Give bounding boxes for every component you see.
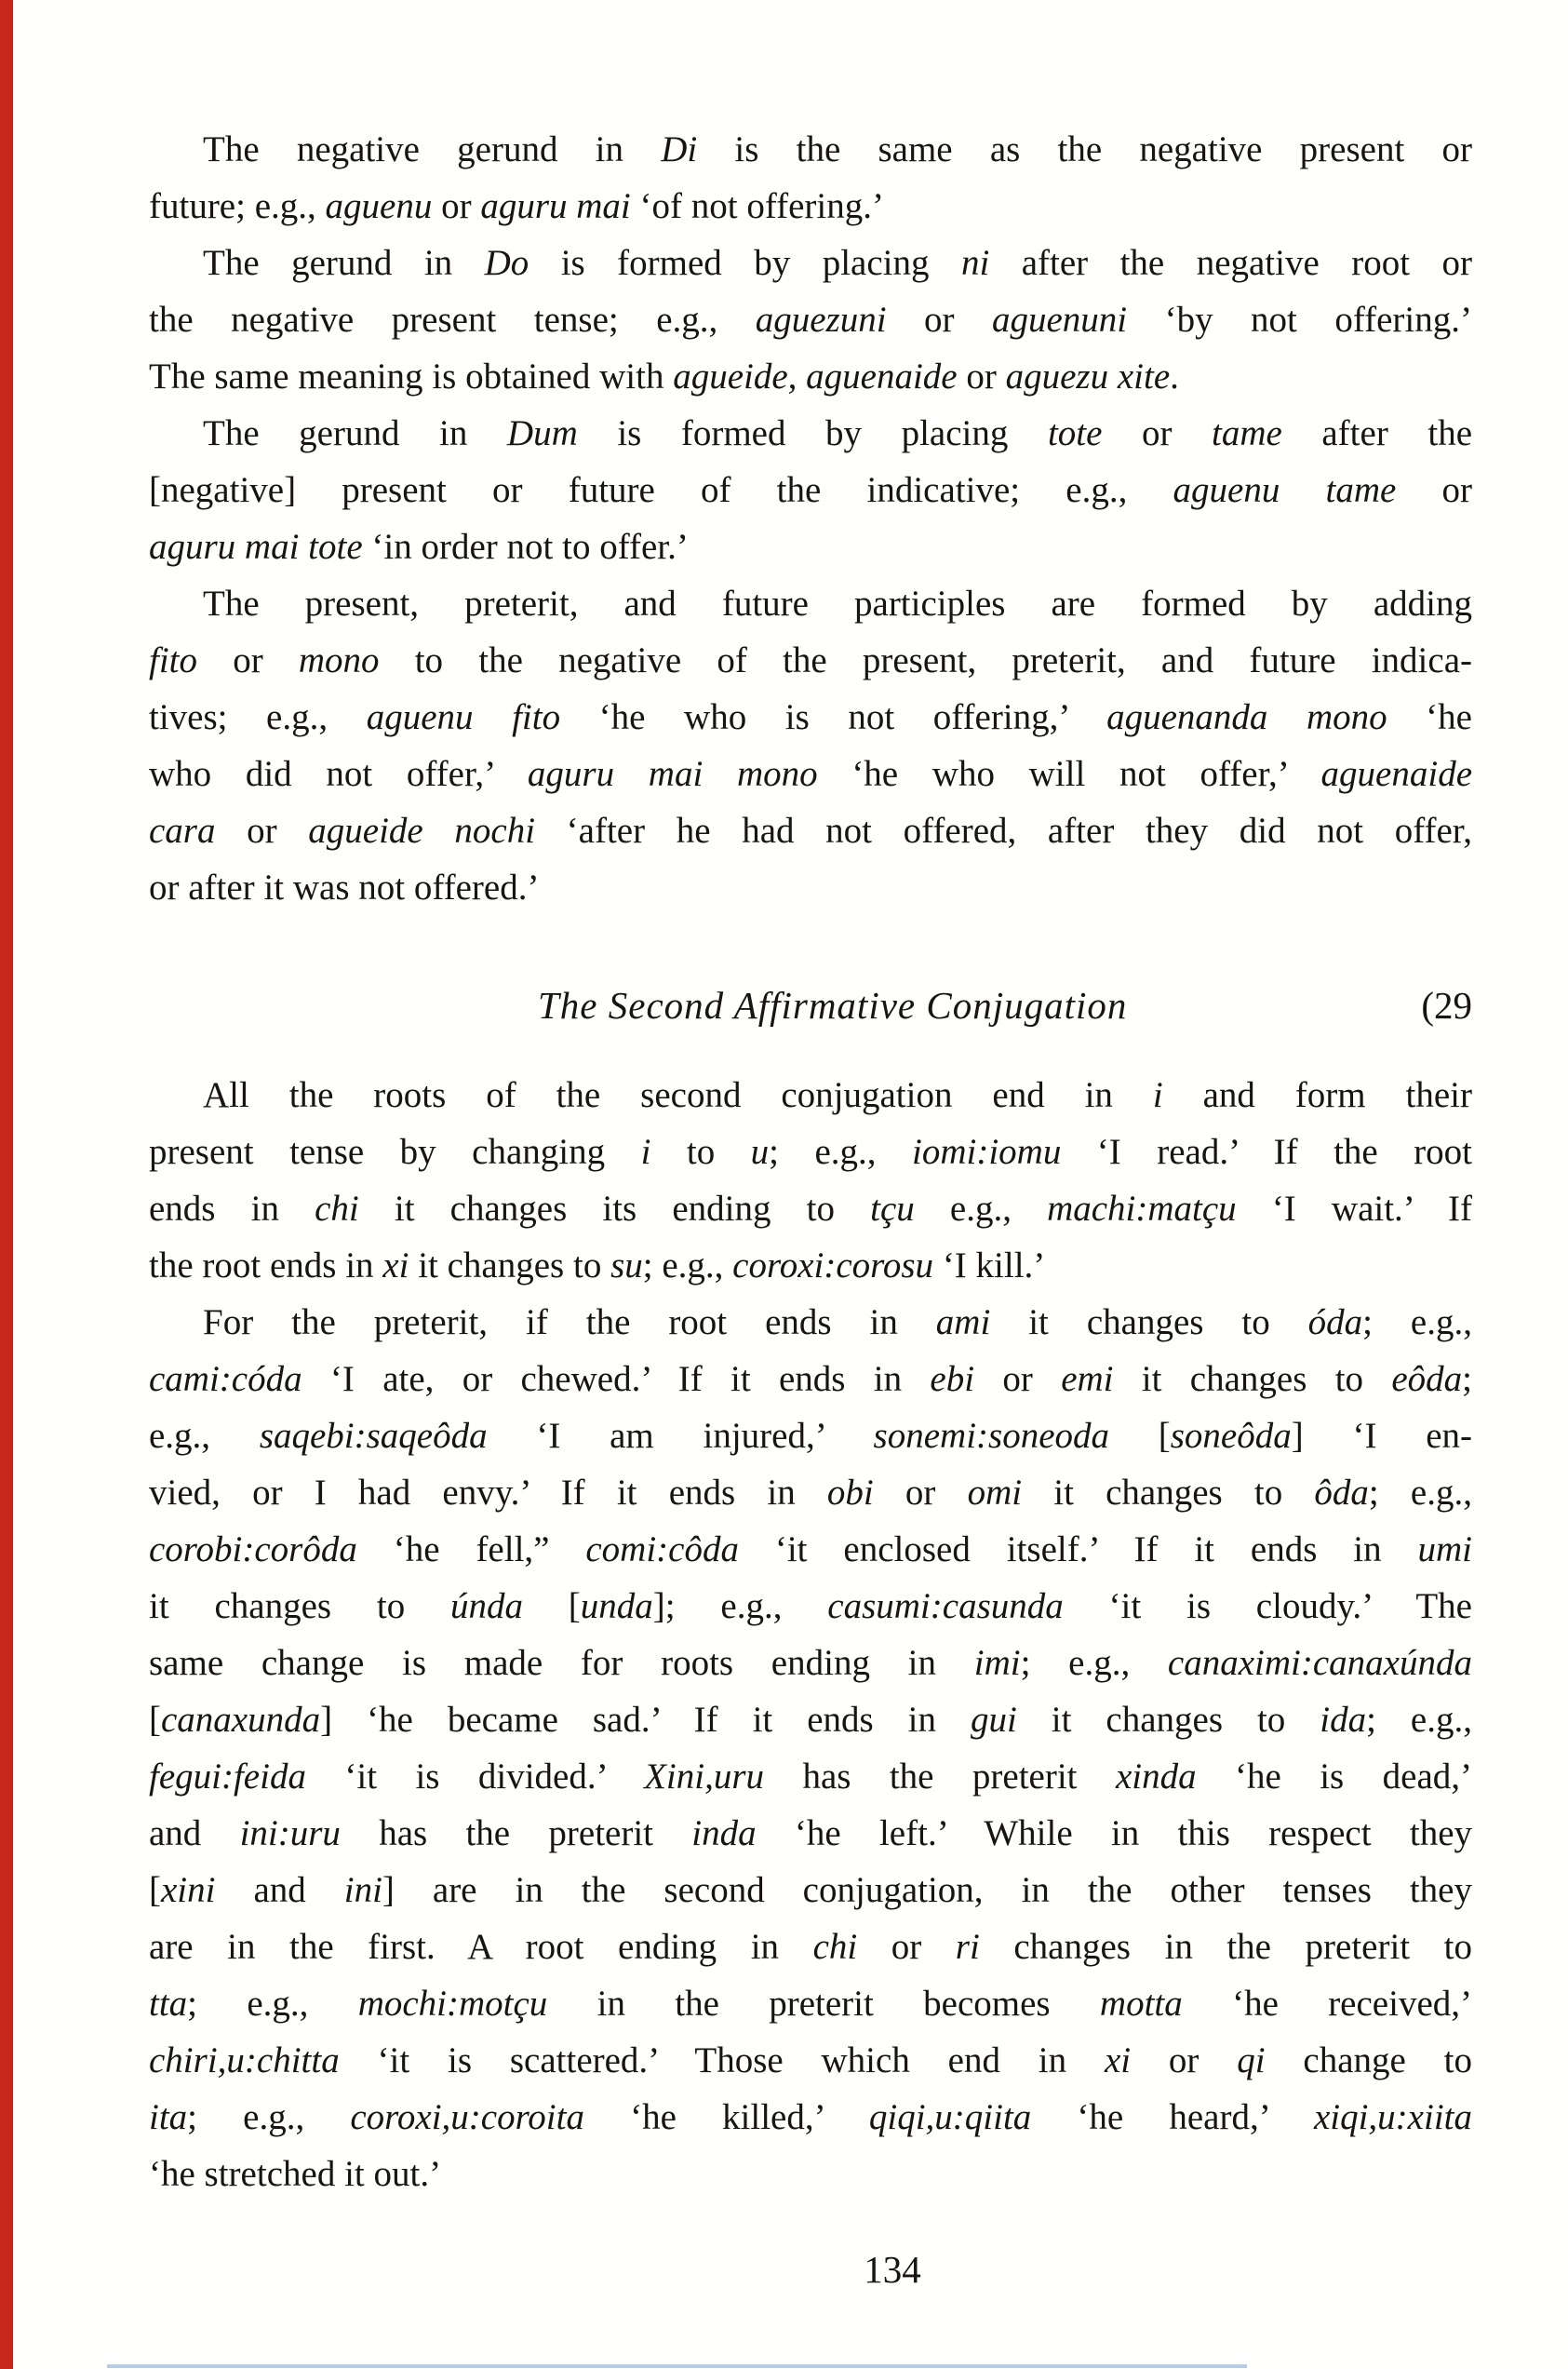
italic-term: mochi:motçu xyxy=(357,1984,548,2024)
text-run: same change is made for roots ending in xyxy=(149,1643,974,1683)
text-line xyxy=(149,1918,1472,1975)
italic-term: xini xyxy=(161,1870,216,1910)
italic-term: corobi:corôda xyxy=(149,1529,357,1569)
text-run: ‘it enclosed itself.’ If it ends in xyxy=(738,1529,1418,1569)
italic-term: chi xyxy=(812,1927,858,1967)
italic-term: canaxunda xyxy=(161,1700,321,1740)
text-line xyxy=(149,632,1472,689)
text-run: ‘after he had not offered, after they did not offer, xyxy=(535,811,1472,851)
text-run: ‘in order not to offer.’ xyxy=(362,527,689,567)
italic-term: ami xyxy=(935,1302,991,1342)
italic-term: Do xyxy=(484,243,529,283)
text-line xyxy=(149,518,1472,575)
text-run: [ xyxy=(1109,1416,1171,1456)
italic-term: imi xyxy=(973,1643,1021,1683)
text-run: ; e.g., xyxy=(642,1245,733,1285)
text-line xyxy=(149,1975,1472,2032)
text-run: or xyxy=(1131,2040,1238,2080)
text-run: The present, preterit, and future participles are formed by adding xyxy=(203,584,1472,624)
text-run: The negative gerund in xyxy=(203,129,662,169)
text-run: ‘it is scattered.’ Those which end in xyxy=(339,2040,1105,2080)
text-line xyxy=(149,859,1472,916)
text-run: ; e.g., xyxy=(1020,1643,1168,1683)
italic-term: chi xyxy=(315,1189,359,1229)
text-run: after the xyxy=(1281,413,1473,453)
text-run: or xyxy=(873,1473,968,1513)
text-run: and xyxy=(215,1870,344,1910)
text-run: or xyxy=(432,186,481,226)
text-line xyxy=(149,1691,1472,1748)
text-run: The gerund in xyxy=(203,413,507,453)
text-run: ‘by not offering.’ xyxy=(1127,300,1472,340)
text-run: has the preterit xyxy=(764,1757,1116,1797)
italic-term: ida xyxy=(1320,1700,1367,1740)
text-run: ]; e.g., xyxy=(652,1586,828,1626)
text-run: changes in the preterit to xyxy=(979,1927,1472,1967)
text-run: has the preterit xyxy=(340,1813,692,1853)
text-run: is formed by placing xyxy=(577,413,1048,453)
text-run: [ xyxy=(149,1700,161,1740)
text-run: ‘I read.’ If the root xyxy=(1061,1132,1472,1172)
italic-term: i xyxy=(1152,1075,1163,1115)
text-run: are in the first. A root ending in xyxy=(149,1927,813,1967)
italic-term: coroxi:corosu xyxy=(732,1245,934,1285)
text-run: ‘he who will not offer,’ xyxy=(817,754,1321,794)
text-run: ; e.g., xyxy=(187,1984,358,2024)
text-run: change to xyxy=(1265,2040,1473,2080)
italic-term: ôda xyxy=(1314,1473,1369,1513)
left-edge-red-strip xyxy=(0,0,13,2369)
italic-term: aguenu xyxy=(325,186,433,226)
text-line xyxy=(149,1067,1472,1124)
text-line xyxy=(149,1124,1472,1180)
italic-term: machi:matçu xyxy=(1047,1189,1237,1229)
text-line xyxy=(149,1294,1472,1351)
italic-term: soneôda xyxy=(1170,1416,1292,1456)
italic-term: qiqi,u:qiita xyxy=(868,2097,1032,2137)
text-run: or xyxy=(957,357,1006,397)
italic-term: fito xyxy=(149,640,198,680)
text-run: present tense by changing xyxy=(149,1132,641,1172)
text-run: the negative present tense; e.g., xyxy=(149,300,756,340)
italic-term: tçu xyxy=(870,1189,915,1229)
italic-term: agueide, aguenaide xyxy=(673,357,958,397)
italic-term: qi xyxy=(1237,2040,1266,2080)
text-run: it changes to xyxy=(1016,1700,1320,1740)
section-heading: The Second Affirmative Conjugation xyxy=(538,984,1128,1027)
text-run: ‘he received,’ xyxy=(1182,1984,1472,2024)
text-run: the root ends in xyxy=(149,1245,383,1285)
italic-term: aguru mai tote xyxy=(149,527,363,567)
italic-term: Xini,uru xyxy=(644,1757,765,1797)
text-block-bottom xyxy=(149,1067,1472,2202)
text-line xyxy=(149,2032,1472,2089)
text-line xyxy=(149,1521,1472,1578)
text-block-top xyxy=(149,121,1472,916)
italic-term: xiqi,u:xiita xyxy=(1313,2097,1472,2137)
text-run: ‘of not offering.’ xyxy=(630,186,884,226)
italic-term: omi xyxy=(967,1473,1023,1513)
text-run: ‘he left.’ While in this respect they xyxy=(756,1813,1473,1853)
italic-term: aguenu fito xyxy=(366,697,561,737)
italic-term: cami:códa xyxy=(149,1359,302,1399)
text-run: or after it was not offered.’ xyxy=(149,868,540,908)
italic-term: Di xyxy=(661,129,698,169)
italic-term: ita xyxy=(149,2097,188,2137)
text-run: ‘I kill.’ xyxy=(933,1245,1046,1285)
text-line xyxy=(149,2146,1472,2202)
text-run: or xyxy=(974,1359,1062,1399)
text-line xyxy=(149,1748,1472,1805)
text-run: ; e.g., xyxy=(1366,1700,1472,1740)
text-line xyxy=(149,689,1472,746)
italic-term: inda xyxy=(691,1813,757,1853)
text-run: ; xyxy=(1462,1359,1472,1399)
text-run: or xyxy=(215,811,309,851)
italic-term: únda xyxy=(450,1586,523,1626)
italic-term: tote xyxy=(1047,413,1103,453)
text-run: ends in xyxy=(149,1189,315,1229)
text-run: or xyxy=(857,1927,956,1967)
text-run: . xyxy=(1170,357,1179,397)
text-run: ‘it is divided.’ xyxy=(305,1757,645,1797)
italic-term: comi:côda xyxy=(585,1529,739,1569)
italic-term: aguezu xite xyxy=(1005,357,1171,397)
text-line xyxy=(149,178,1472,235)
text-run: vied, or I had envy.’ If it ends in xyxy=(149,1473,827,1513)
bottom-scan-artifact-line xyxy=(107,2364,1247,2368)
text-run: [ xyxy=(523,1586,581,1626)
italic-term: aguru mai xyxy=(480,186,631,226)
text-run: e.g., xyxy=(914,1189,1048,1229)
text-run: or xyxy=(886,300,992,340)
section-number: (29 xyxy=(1421,984,1472,1027)
text-line xyxy=(149,1180,1472,1237)
italic-term: aguru mai mono xyxy=(527,754,818,794)
italic-term: agueide nochi xyxy=(308,811,536,851)
text-line xyxy=(149,1805,1472,1862)
italic-term: ri xyxy=(955,1927,980,1967)
text-run: to the negative of the present, preterit, and future indica- xyxy=(379,640,1472,680)
text-run: ‘he who is not offering,’ xyxy=(560,697,1107,737)
text-run: ] ‘I en- xyxy=(1291,1416,1472,1456)
page-number: 134 xyxy=(864,2248,921,2291)
italic-term: tame xyxy=(1212,413,1282,453)
italic-term: mono xyxy=(298,640,380,680)
text-run: ‘he xyxy=(1387,697,1472,737)
italic-term: motta xyxy=(1099,1984,1183,2024)
italic-term: tta xyxy=(149,1984,188,2024)
text-run: For the preterit, if the root ends in xyxy=(203,1302,936,1342)
italic-term: óda xyxy=(1307,1302,1363,1342)
text-run: ; e.g., xyxy=(769,1132,912,1172)
italic-term: eôda xyxy=(1391,1359,1463,1399)
text-line xyxy=(149,1862,1472,1918)
italic-term: xinda xyxy=(1115,1757,1197,1797)
text-run: ‘I am injured,’ xyxy=(487,1416,874,1456)
text-run: is formed by placing xyxy=(529,243,961,283)
text-run: ] are in the second conjugation, in the other tenses they xyxy=(382,1870,1472,1910)
italic-term: casumi:casunda xyxy=(827,1586,1064,1626)
italic-term: fegui:feida xyxy=(149,1757,306,1797)
text-run: after the negative root or xyxy=(989,243,1472,283)
italic-term: aguenaide xyxy=(1320,754,1473,794)
text-run: ‘he fell,” xyxy=(356,1529,586,1569)
text-run: ‘I ate, or chewed.’ If it ends in xyxy=(302,1359,931,1399)
text-run: ; e.g., xyxy=(187,2097,351,2137)
italic-term: coroxi,u:coroita xyxy=(350,2097,584,2137)
italic-term: ni xyxy=(960,243,990,283)
text-line xyxy=(149,802,1472,859)
text-run: ‘he is dead,’ xyxy=(1196,1757,1473,1797)
text-run: it changes its ending to xyxy=(358,1189,871,1229)
italic-term: xi xyxy=(1104,2040,1132,2080)
text-run: it changes to xyxy=(1022,1473,1315,1513)
text-line xyxy=(149,405,1472,462)
text-run: it changes to xyxy=(990,1302,1308,1342)
text-line xyxy=(149,1464,1472,1521)
italic-term: umi xyxy=(1417,1529,1472,1569)
text-run: or xyxy=(197,640,299,680)
italic-term: cara xyxy=(149,811,216,851)
text-run: is the same as the negative present or xyxy=(697,129,1472,169)
italic-term: iomi:iomu xyxy=(912,1132,1062,1172)
section-heading-row xyxy=(149,977,1472,1034)
text-line xyxy=(149,1578,1472,1635)
text-run: ‘he killed,’ xyxy=(583,2097,869,2137)
text-run: and form their xyxy=(1162,1075,1472,1115)
italic-term: su xyxy=(610,1245,643,1285)
italic-term: ini xyxy=(343,1870,382,1910)
italic-term: i xyxy=(640,1132,651,1172)
text-line xyxy=(149,575,1472,632)
text-run: ] ‘he became sad.’ If it ends in xyxy=(320,1700,971,1740)
text-run: and xyxy=(149,1813,240,1853)
text-run: it changes to xyxy=(149,1586,450,1626)
italic-term: gui xyxy=(970,1700,1017,1740)
text-run: it changes to xyxy=(409,1245,611,1285)
text-line xyxy=(149,1635,1472,1691)
italic-term: ebi xyxy=(930,1359,975,1399)
text-run: ‘he heard,’ xyxy=(1031,2097,1314,2137)
text-run: [negative] present or future of the indicative; e.g., xyxy=(149,470,1173,510)
text-line xyxy=(149,1351,1472,1407)
text-run: All the roots of the second conjugation end in xyxy=(203,1075,1153,1115)
text-run: future; e.g., xyxy=(149,186,326,226)
text-run: or xyxy=(1396,470,1472,510)
text-line xyxy=(149,746,1472,802)
text-run: The gerund in xyxy=(203,243,485,283)
text-run: in the preterit becomes xyxy=(547,1984,1100,2024)
text-run: ‘it is cloudy.’ The xyxy=(1063,1586,1472,1626)
text-line xyxy=(149,348,1472,405)
italic-term: sonemi:soneoda xyxy=(873,1416,1110,1456)
italic-term: aguenu tame xyxy=(1173,470,1397,510)
italic-term: chiri,u:chitta xyxy=(149,2040,340,2080)
text-run: The same meaning is obtained with xyxy=(149,357,674,397)
text-run: ‘I wait.’ If xyxy=(1236,1189,1473,1229)
text-run: tives; e.g., xyxy=(149,697,367,737)
text-run: to xyxy=(650,1132,751,1172)
italic-term: aguenuni xyxy=(991,300,1128,340)
italic-term: aguezuni xyxy=(755,300,887,340)
text-run: ; e.g., xyxy=(1368,1473,1472,1513)
text-run: ; e.g., xyxy=(1362,1302,1472,1342)
italic-term: aguenanda mono xyxy=(1106,697,1387,737)
text-line xyxy=(149,121,1472,178)
text-run: [ xyxy=(149,1870,161,1910)
italic-term: saqebi:saqeôda xyxy=(259,1416,488,1456)
text-run: e.g., xyxy=(149,1416,260,1456)
text-line xyxy=(149,462,1472,518)
italic-term: unda xyxy=(580,1586,653,1626)
text-line xyxy=(149,1407,1472,1464)
text-line xyxy=(149,291,1472,348)
text-run: who did not offer,’ xyxy=(149,754,528,794)
italic-term: Dum xyxy=(506,413,578,453)
text-run: it changes to xyxy=(1113,1359,1392,1399)
text-line xyxy=(149,1237,1472,1294)
text-line xyxy=(149,235,1472,291)
italic-term: ini:uru xyxy=(239,1813,341,1853)
text-run: ‘he stretched it out.’ xyxy=(149,2154,442,2194)
italic-term: xi xyxy=(382,1245,409,1285)
text-line xyxy=(149,2089,1472,2146)
italic-term: u xyxy=(750,1132,770,1172)
italic-term: obi xyxy=(826,1473,874,1513)
italic-term: canaximi:canaxúnda xyxy=(1167,1643,1472,1683)
text-run: or xyxy=(1102,413,1213,453)
italic-term: emi xyxy=(1061,1359,1114,1399)
